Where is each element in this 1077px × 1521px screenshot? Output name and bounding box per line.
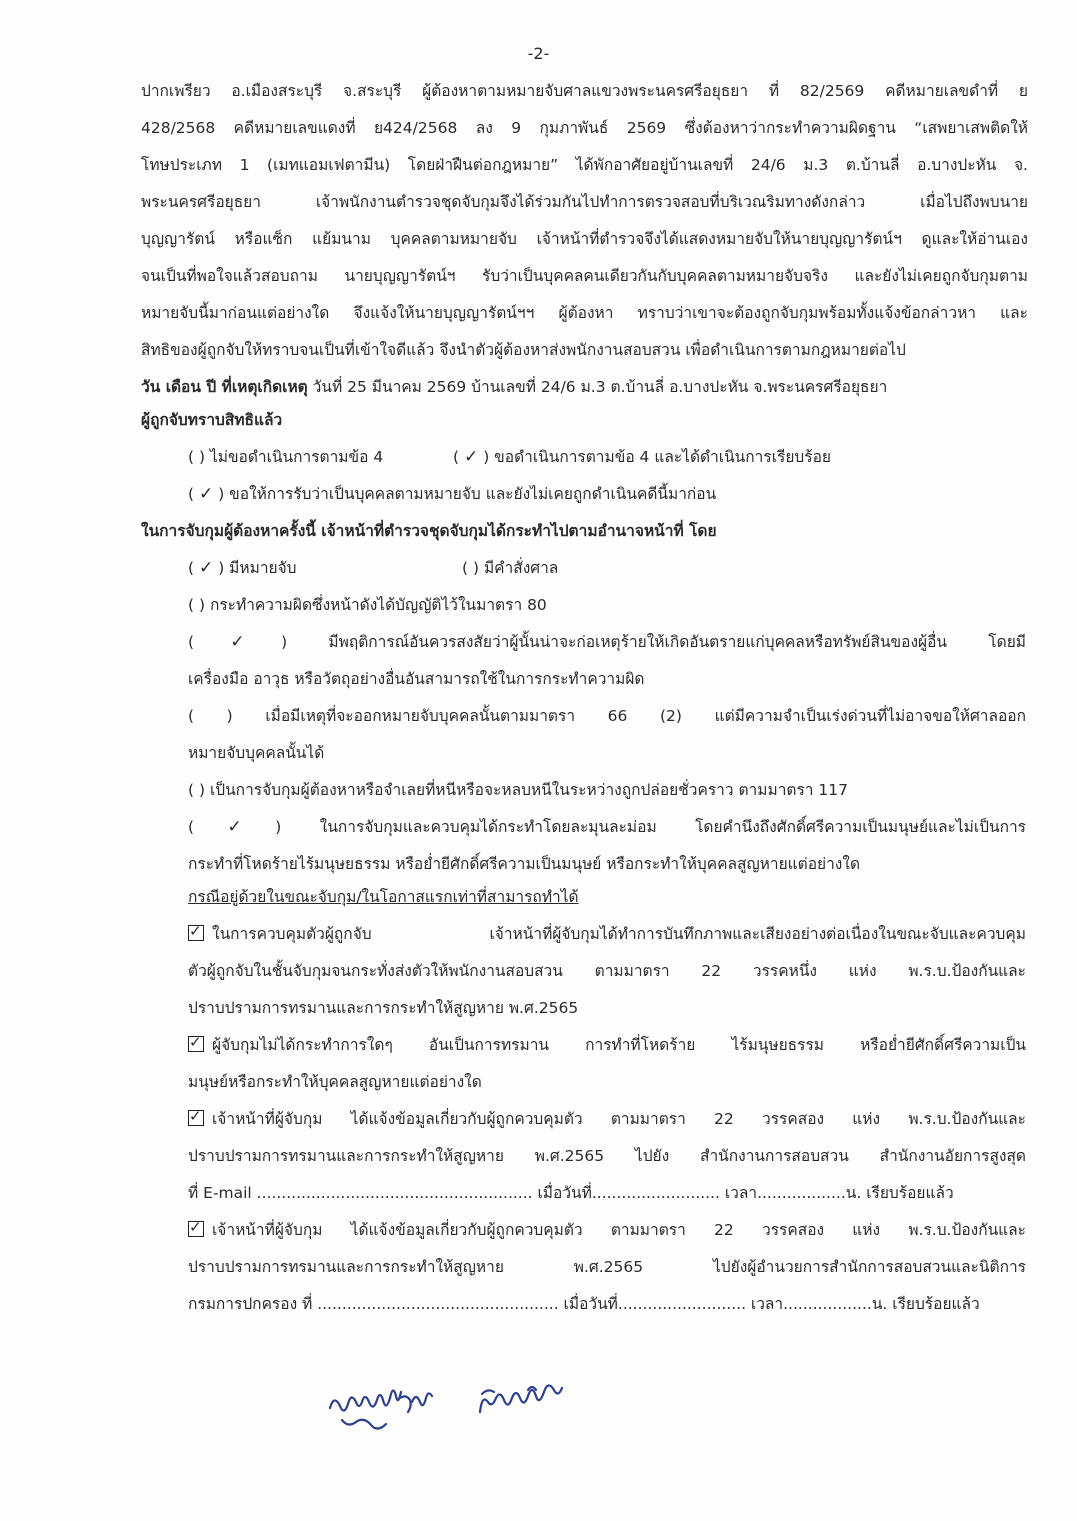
- option-urgent-cont: หมายจับบุคคลนั้นได้: [188, 744, 325, 762]
- paragraph-line: พระนครศรีอยุธยา เจ้าพนักงานตำรวจชุดจับกุมจึงได้ร่วมกันไปทำการตรวจสอบที่บริเวณริมทางดังกล่าว เมื่อไปถึงพบนาย: [141, 193, 1028, 211]
- checkbox-item-no-torture: [188, 1035, 1026, 1055]
- check-mark-icon: ✓: [194, 632, 282, 652]
- paragraph-line: หมายจับนี้มาก่อนแต่อย่างใด จึงแจ้งให้นายบุญญารัตน์ฯฯ ผู้ต้องหา ทราบว่าเขาจะต้องถูกจับกุมพร้อมทั้งแจ้งข้อกล่าวหา และ: [141, 304, 1028, 322]
- option-bail: ( ) เป็นการจับกุมผู้ต้องหาหรือจำเลยที่หนีหรือจะหลบหนีในระหว่างถูกปล่อยชั่วคราว ตามมาตรา 117: [188, 781, 849, 799]
- checkbox-item-cont: มนุษย์หรือกระทำให้บุคคลสูญหายแต่อย่างใด: [188, 1073, 482, 1091]
- checked-box-icon: [188, 1221, 204, 1237]
- checked-box-icon: [188, 925, 204, 941]
- option-admit-label: ) ขอให้การรับว่าเป็นบุคคลตามหมายจับ และยังไม่เคยถูกดำเนินคดีนี้มาก่อน: [218, 485, 717, 503]
- option-section-80: ( ) กระทำความผิดซึ่งหน้าดังได้บัญญัติไว้ในมาตรา 80: [188, 596, 547, 614]
- checkbox-item-cont: ที่ E-mail ........................................................ เมื่อวันที่.......................... เวลา..................น. เรียบร้อยแล้ว: [188, 1184, 954, 1202]
- checkbox-item-cont: ตัวผู้ถูกจับในชั้นจับกุมจนกระทั่งส่งตัวให้พนักงานสอบสวน ตามมาตรา 22 วรรคหนึ่ง แห่ง พ.ร.บ.ป้องกันและ: [188, 962, 1026, 980]
- option-warrant: [188, 558, 297, 578]
- check-mark-icon: ✓: [199, 558, 214, 578]
- checked-box-icon: [188, 1036, 204, 1052]
- handwritten-signature: [322, 1368, 622, 1438]
- paren-open: (: [188, 633, 195, 651]
- paragraph-line: บุญญารัตน์ หรือแซ็ก แย้มนาม บุคคลตามหมายจับ เจ้าหน้าที่ตำรวจจึงได้แสดงหมายจับให้นายบุญญารัตน์ฯ ดูและให้อ่านเอง: [141, 230, 1028, 248]
- checked-box-icon: [188, 1110, 204, 1126]
- paragraph-line: จนเป็นที่พอใจแล้วสอบถาม นายบุญญารัตน์ฯ รับว่าเป็นบุคคลคนเดียวกันกับบุคคลตามหมายจับจริง และยังไม่เคยถูกจับกุมตาม: [141, 267, 1028, 285]
- paragraph-line: โทษประเภท 1 (เมทแอมเฟตามีน) โดยฝ่าฝืนต่อกฎหมาย” ได้พักอาศัยอยู่บ้านเลขที่ 24/6 ม.3 ต.บ้านลี่ อ.บางปะหัน จ.: [141, 156, 1028, 174]
- option-humane: [188, 817, 1026, 837]
- paren-open: (: [453, 448, 460, 466]
- option-suspicious: [188, 632, 1026, 652]
- checkbox-label: ในการควบคุมตัวผู้ถูกจับ เจ้าหน้าที่ผู้จับกุมได้ทำการบันทึกภาพและเสียงอย่างต่อเนื่องในขณะจับและควบคุม: [212, 925, 1026, 943]
- option-warrant-label: ) มีหมายจับ: [218, 559, 297, 577]
- option-proceed: [453, 447, 831, 467]
- paragraph-line: สิทธิของผู้ถูกจับให้ทราบจนเป็นที่เข้าใจดีแล้ว จึงนำตัวผู้ต้องหาส่งพนักงานสอบสวน เพื่อดำเนินการตามกฎหมายต่อไป: [141, 341, 906, 359]
- incident-label: วัน เดือน ปี ที่เหตุเกิดเหตุ: [141, 378, 308, 396]
- check-mark-icon: ✓: [199, 484, 214, 504]
- checkbox-item-cont: ปราบปรามการทรมานและการกระทำให้สูญหาย พ.ศ.2565 ไปยัง สำนักงานการสอบสวน สำนักงานอัยการสูงสุด: [188, 1147, 1026, 1165]
- paren-open: (: [188, 559, 195, 577]
- checkbox-item-cont: ปราบปรามการทรมานและการกระทำให้สูญหาย พ.ศ.2565: [188, 999, 579, 1017]
- paragraph-line: 428/2568 คดีหมายเลขแดงที่ ย424/2568 ลง 9 กุมภาพันธ์ 2569 ซึ่งต้องหาว่ากระทำความผิดฐาน “เสพยาเสพติดให้: [141, 119, 1028, 137]
- option-urgent: ( ) เมื่อมีเหตุที่จะออกหมายจับบุคคลนั้นตามมาตรา 66 (2) แต่มีความจำเป็นเร่งด่วนที่ไม่อาจขอให้ศาลออก: [188, 707, 1026, 725]
- checkbox-label: ผู้จับกุมไม่ได้กระทำการใดๆ อันเป็นการทรมาน การทำที่โหดร้าย ไร้มนุษยธรรม หรือย่ำยีศักดิ์ศรีความเป็น: [212, 1036, 1026, 1054]
- case-heading: กรณีอยู่ด้วยในขณะจับกุม/ในโอกาสแรกเท่าที่สามารถทำได้: [188, 888, 579, 906]
- arrest-heading: ในการจับกุมผู้ต้องหาครั้งนี้ เจ้าหน้าที่ตำรวจชุดจับกุมได้กระทำไปตามอำนาจหน้าที่ โดย: [141, 522, 717, 540]
- option-humane-cont: กระทำที่โหดร้ายไร้มนุษยธรรม หรือย่ำยีศักดิ์ศรีความเป็นมนุษย์ หรือกระทำให้บุคคลสูญหายแต่อย่างใด: [188, 855, 861, 873]
- option-proceed-label: ) ขอดำเนินการตามข้อ 4 และได้ดำเนินการเรียบร้อย: [483, 448, 831, 466]
- page-number: -2-: [527, 44, 550, 63]
- check-mark-icon: ✓: [194, 817, 276, 837]
- paren-open: (: [188, 818, 195, 836]
- paragraph-line: ปากเพรียว อ.เมืองสระบุรี จ.สระบุรี ผู้ต้องหาตามหมายจับศาลแขวงพระนครศรีอยุธยา ที่ 82/2569 คดีหมายเลขดำที่ ย: [141, 82, 1028, 100]
- option-court-order: ( ) มีคำสั่งศาล: [462, 559, 559, 577]
- check-mark-icon: ✓: [464, 447, 479, 467]
- incident-text: วันที่ 25 มีนาคม 2569 บ้านเลขที่ 24/6 ม.3 ต.บ้านลี่ อ.บางปะหัน จ.พระนครศรีอยุธยา: [312, 378, 888, 396]
- option-humane-label: ) ในการจับกุมและควบคุมได้กระทำโดยละมุนละม่อม โดยคำนึงถึงศักดิ์ศรีความเป็นมนุษย์และไม่เป็นการ: [275, 818, 1027, 836]
- checkbox-label: เจ้าหน้าที่ผู้จับกุม ได้แจ้งข้อมูลเกี่ยวกับผู้ถูกควบคุมตัว ตามมาตรา 22 วรรคสอง แห่ง พ.ร.บ.ป้องกันและ: [212, 1110, 1026, 1128]
- option-no-proceed: ( ) ไม่ขอดำเนินการตามข้อ 4: [188, 448, 384, 466]
- checkbox-item-notify-dopa: [188, 1220, 1026, 1240]
- checkbox-label: เจ้าหน้าที่ผู้จับกุม ได้แจ้งข้อมูลเกี่ยวกับผู้ถูกควบคุมตัว ตามมาตรา 22 วรรคสอง แห่ง พ.ร.บ.ป้องกันและ: [212, 1221, 1026, 1239]
- checkbox-item-notify-ag: [188, 1109, 1026, 1129]
- paren-open: (: [188, 485, 195, 503]
- checkbox-item-cont: ปราบปรามการทรมานและการกระทำให้สูญหาย พ.ศ.2565 ไปยังผู้อำนวยการสำนักการสอบสวนและนิติการ: [188, 1258, 1026, 1276]
- checkbox-item-cont: กรมการปกครอง ที่ ................................................. เมื่อวันที่.......................... เวลา..................น. เรียบร้อยแล้ว: [188, 1295, 980, 1313]
- option-suspicious-cont: เครื่องมือ อาวุธ หรือวัตถุอย่างอื่นอันสามารถใช้ในการกระทำความผิด: [188, 670, 645, 688]
- rights-heading: ผู้ถูกจับทราบสิทธิแล้ว: [141, 411, 283, 429]
- incident-line: [141, 377, 1028, 397]
- checkbox-item-recording: [188, 924, 1026, 944]
- option-admit: [188, 484, 716, 504]
- option-suspicious-label: ) มีพฤติการณ์อันควรสงสัยว่าผู้นั้นน่าจะก่อเหตุร้ายให้เกิดอันตรายแก่บุคคลหรือทรัพย์สินของผู้อื่น โดยมี: [281, 633, 1026, 651]
